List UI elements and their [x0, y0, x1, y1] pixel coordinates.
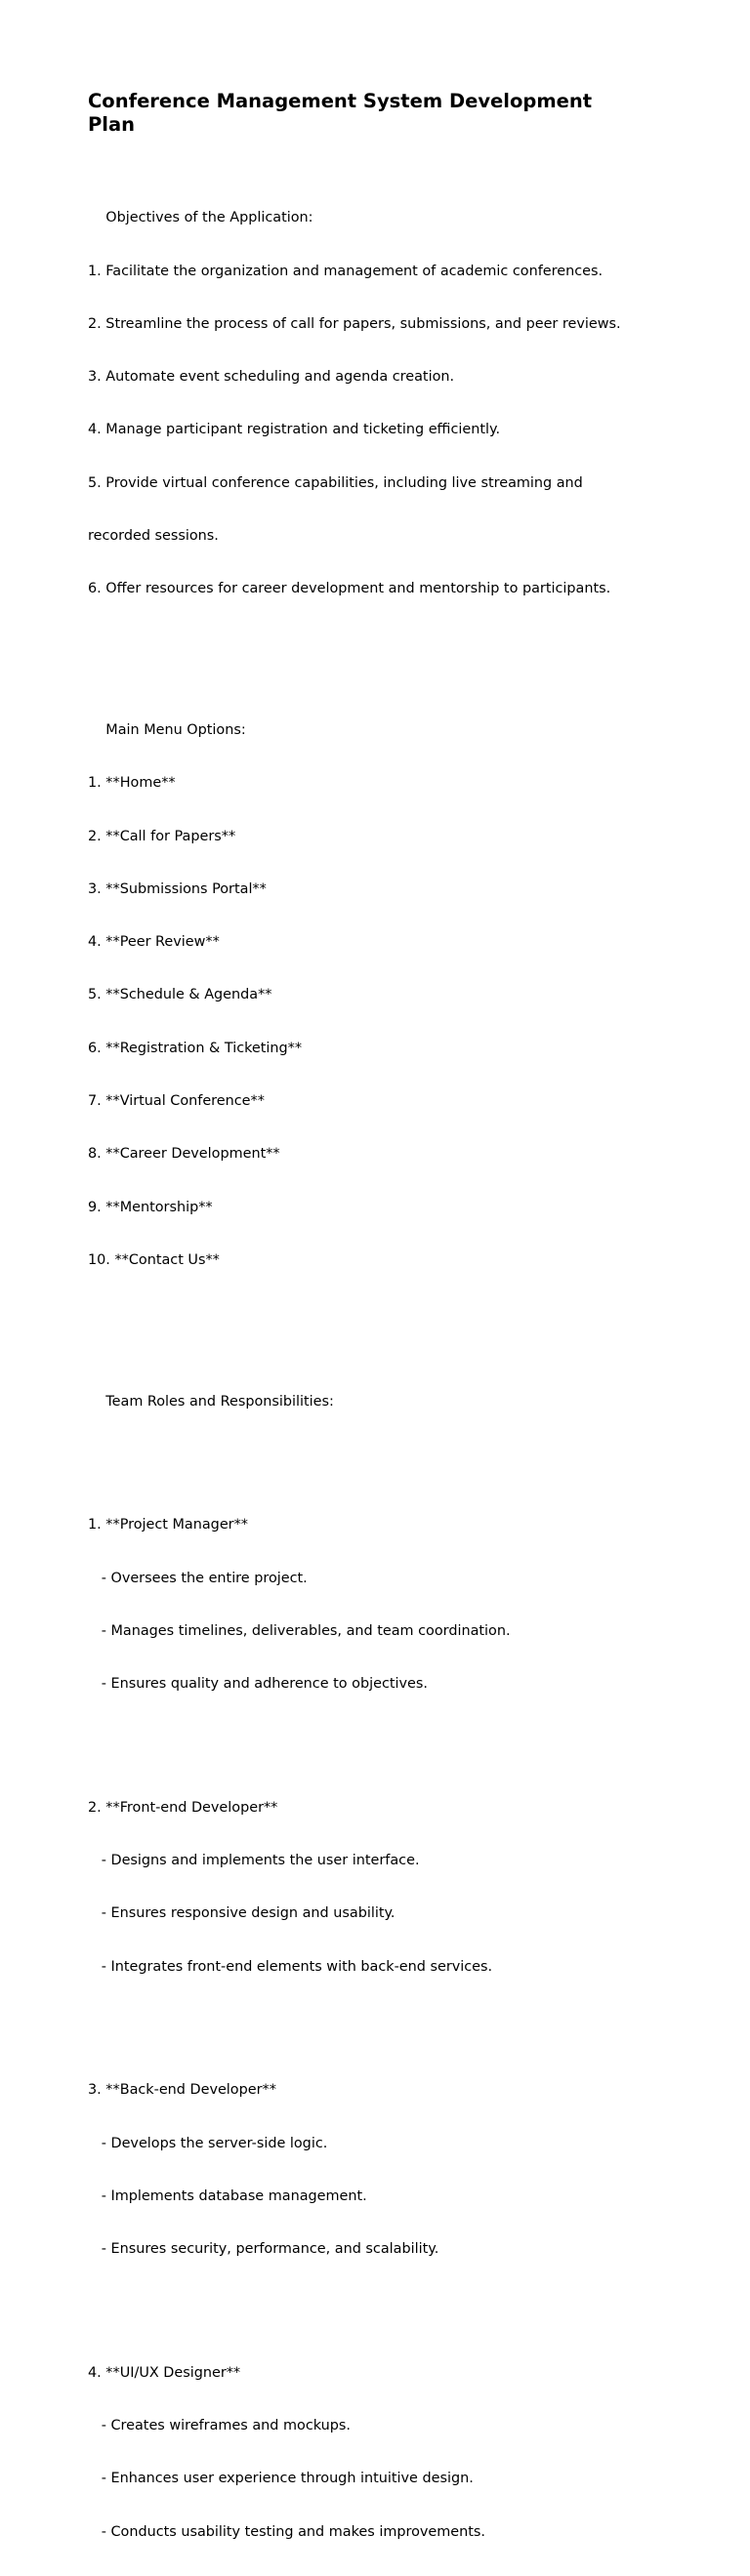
menu-option-item: 4. **Peer Review** — [88, 934, 220, 951]
menu-option-item: 1. **Home** — [88, 775, 176, 792]
menu-option-item: 6. **Registration & Ticketing** — [88, 1040, 303, 1056]
roles-heading: Team Roles and Responsibilities: — [88, 1393, 334, 1410]
section-gap — [88, 634, 674, 651]
section-gap — [88, 1728, 674, 1745]
menu-option-item: 5. **Schedule & Agenda** — [88, 987, 272, 1003]
document-page — [88, 90, 674, 2576]
menu-option-item: 10. **Contact Us** — [88, 1251, 220, 1268]
menu-option-item: 9. **Mentorship** — [88, 1199, 213, 1215]
role-duty: - Ensures responsive design and usability. — [88, 1905, 396, 1922]
objective-item: 3. Automate event scheduling and agenda creation. — [88, 369, 455, 386]
section-gap — [88, 2293, 674, 2310]
objective-item-continuation: recorded sessions. — [88, 527, 219, 544]
objective-item: 1. Facilitate the organization and management of academic conferences. — [88, 263, 604, 279]
role-duty: - Enhances user experience through intuitive design. — [88, 2471, 474, 2487]
section-gap — [88, 2011, 674, 2028]
role-name: 2. **Front-end Developer** — [88, 1799, 278, 1816]
title-spacer — [88, 137, 674, 156]
role-duty: - Conducts usability testing and makes improvements. — [88, 2523, 485, 2540]
role-duty: - Oversees the entire project. — [88, 1570, 308, 1586]
role-duty: - Designs and implements the user interface. — [88, 1853, 420, 1868]
role-name: 3. **Back-end Developer** — [88, 2082, 276, 2099]
role-duty: - Ensures security, performance, and scalability. — [88, 2241, 439, 2258]
role-name: 1. **Project Manager** — [88, 1517, 248, 1533]
menu-heading: Main Menu Options: — [88, 722, 246, 738]
objective-item: 4. Manage participant registration and ticketing efficiently. — [88, 422, 501, 438]
objectives-heading: Objectives of the Application: — [88, 210, 313, 226]
objective-item: 2. Streamline the process of call for papers, submissions, and peer reviews. — [88, 315, 621, 332]
role-duty: - Manages timelines, deliverables, and team coordination. — [88, 1622, 511, 1639]
menu-option-item: 8. **Career Development** — [88, 1146, 280, 1163]
objective-item: 6. Offer resources for career development and mentorship to participants. — [88, 581, 611, 597]
menu-option-item: 7. **Virtual Conference** — [88, 1092, 265, 1109]
menu-option-item: 2. **Call for Papers** — [88, 828, 236, 844]
role-duty: - Creates wireframes and mockups. — [88, 2418, 351, 2433]
role-name: 4. **UI/UX Designer** — [88, 2364, 241, 2381]
role-duty: - Implements database management. — [88, 2188, 367, 2204]
objective-item: 5. Provide virtual conference capabilities, including live streaming and — [88, 474, 583, 491]
role-duty: - Develops the server-side logic. — [88, 2135, 328, 2151]
document-body — [88, 156, 674, 2576]
role-duty: - Ensures quality and adherence to objectives. — [88, 1676, 428, 1693]
role-duty: - Integrates front-end elements with back-end services. — [88, 1958, 493, 1975]
document-title: Conference Management System Development Plan — [88, 90, 593, 136]
section-gap — [88, 1446, 674, 1463]
menu-option-item: 3. **Submissions Portal** — [88, 880, 267, 897]
section-gap — [88, 1304, 674, 1322]
